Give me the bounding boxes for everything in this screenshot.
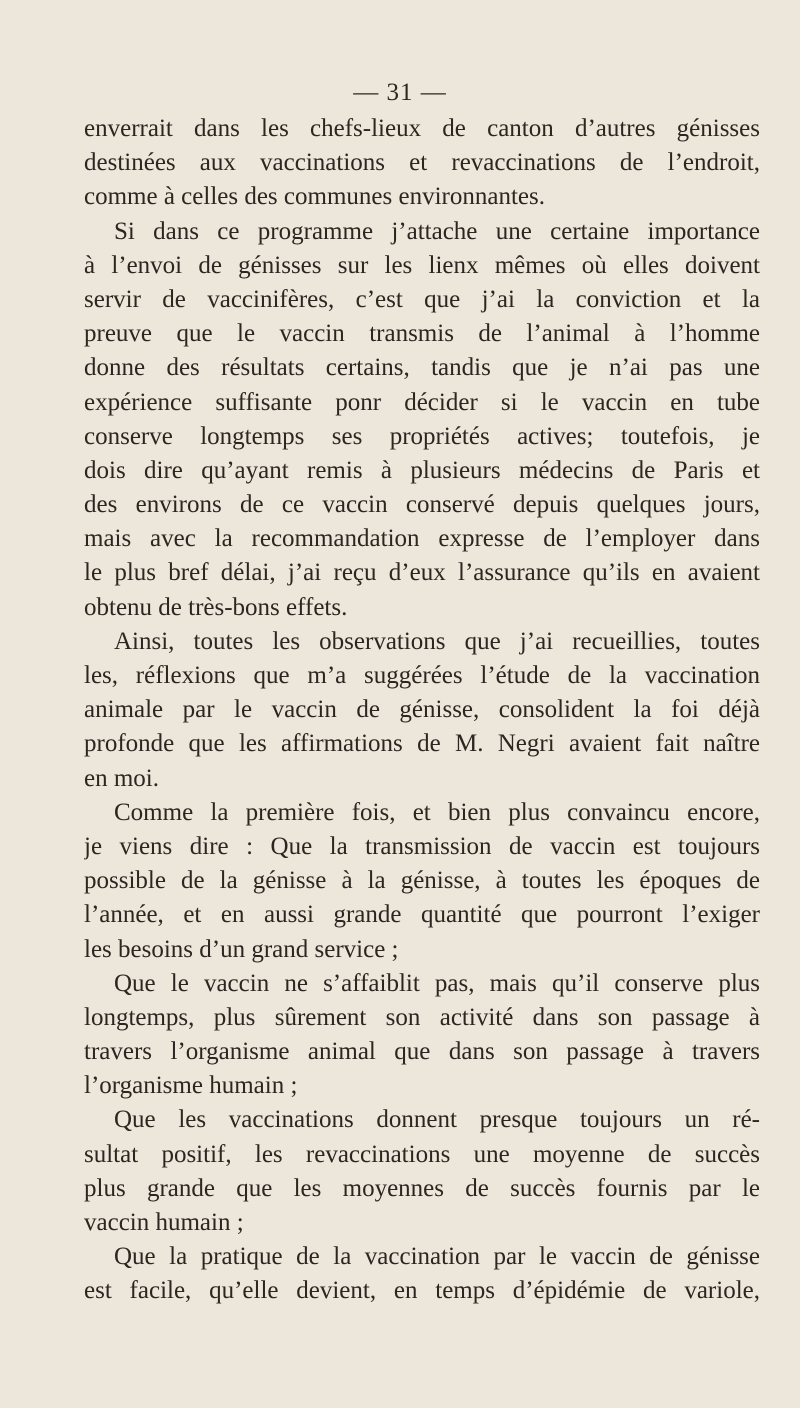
text-line: l’année, et en aussi grande quantité que pourront l’exiger bbox=[84, 901, 760, 929]
text-line: longtemps, plus sûrement son activité dans son passage à bbox=[84, 1003, 760, 1031]
text-line: conserve longtemps ses propriétés actives; toutefois, je bbox=[84, 422, 760, 450]
text-line: Ainsi, toutes les observations que j’ai recueillies, toutes bbox=[114, 627, 760, 655]
text-line: Que les vaccinations donnent presque toujours un ré- bbox=[114, 1106, 760, 1134]
text-line: donne des résultats certains, tandis que je n’ai pas une bbox=[84, 354, 760, 382]
text-line: des environs de ce vaccin conservé depuis quelques jours, bbox=[84, 491, 760, 519]
text-line: en moi. bbox=[84, 764, 159, 792]
text-line: Comme la première fois, et bien plus convaincu encore, bbox=[114, 798, 760, 826]
text-line: destinées aux vaccinations et revaccinations de l’endroit, bbox=[84, 149, 760, 177]
text-line: obtenu de très-bons effets. bbox=[84, 593, 348, 621]
text-line: plus grande que les moyennes de succès fournis par le bbox=[84, 1174, 760, 1202]
text-line: mais avec la recommandation expresse de l’employer dans bbox=[84, 525, 760, 553]
text-line: possible de la génisse à la génisse, à toutes les époques de bbox=[84, 867, 760, 895]
text-line: vaccin humain ; bbox=[84, 1209, 244, 1236]
text-line: expérience suffisante ponr décider si le vaccin en tube bbox=[84, 388, 760, 416]
page-number: — 31 — bbox=[353, 79, 447, 106]
text-line: Que la pratique de la vaccination par le vaccin de génisse bbox=[114, 1243, 760, 1271]
text-line: je viens dire : Que la transmission de vaccin est toujours bbox=[84, 832, 760, 860]
text-line: le plus bref délai, j’ai reçu d’eux l’assurance qu’ils en avaient bbox=[84, 559, 760, 587]
text-line: les besoins d’un grand service ; bbox=[84, 935, 399, 963]
text-line: comme à celles des communes environnantes. bbox=[84, 183, 545, 211]
text-line: animale par le vaccin de génisse, consolident la foi déjà bbox=[84, 696, 760, 724]
text-line: servir de vaccinifères, c’est que j’ai la conviction et la bbox=[84, 285, 760, 313]
body-text bbox=[84, 112, 760, 1309]
text-line: Si dans ce programme j’attache une certaine importance bbox=[114, 217, 760, 245]
text-line: sultat positif, les revaccinations une moyenne de succès bbox=[84, 1140, 760, 1168]
text-line: Que le vaccin ne s’affaiblit pas, mais qu’il conserve plus bbox=[114, 969, 760, 997]
text-line: enverrait dans les chefs-lieux de canton d’autres génisses bbox=[84, 115, 760, 142]
text-line: preuve que le vaccin transmis de l’animal à l’homme bbox=[84, 320, 760, 348]
text-line: profonde que les affirmations de M. Negri avaient fait naître bbox=[84, 730, 760, 758]
text-line: les, réflexions que m’a suggérées l’étude de la vaccination bbox=[84, 662, 760, 689]
text-line: est facile, qu’elle devient, en temps d’épidémie de variole, bbox=[84, 1277, 760, 1305]
text-line: l’organisme humain ; bbox=[84, 1072, 298, 1100]
text-line: travers l’organisme animal que dans son passage à travers bbox=[84, 1038, 760, 1066]
text-line: à l’envoi de génisses sur les lienx mêmes où elles doivent bbox=[84, 251, 760, 279]
text-line: dois dire qu’ayant remis à plusieurs médecins de Paris et bbox=[84, 456, 760, 484]
